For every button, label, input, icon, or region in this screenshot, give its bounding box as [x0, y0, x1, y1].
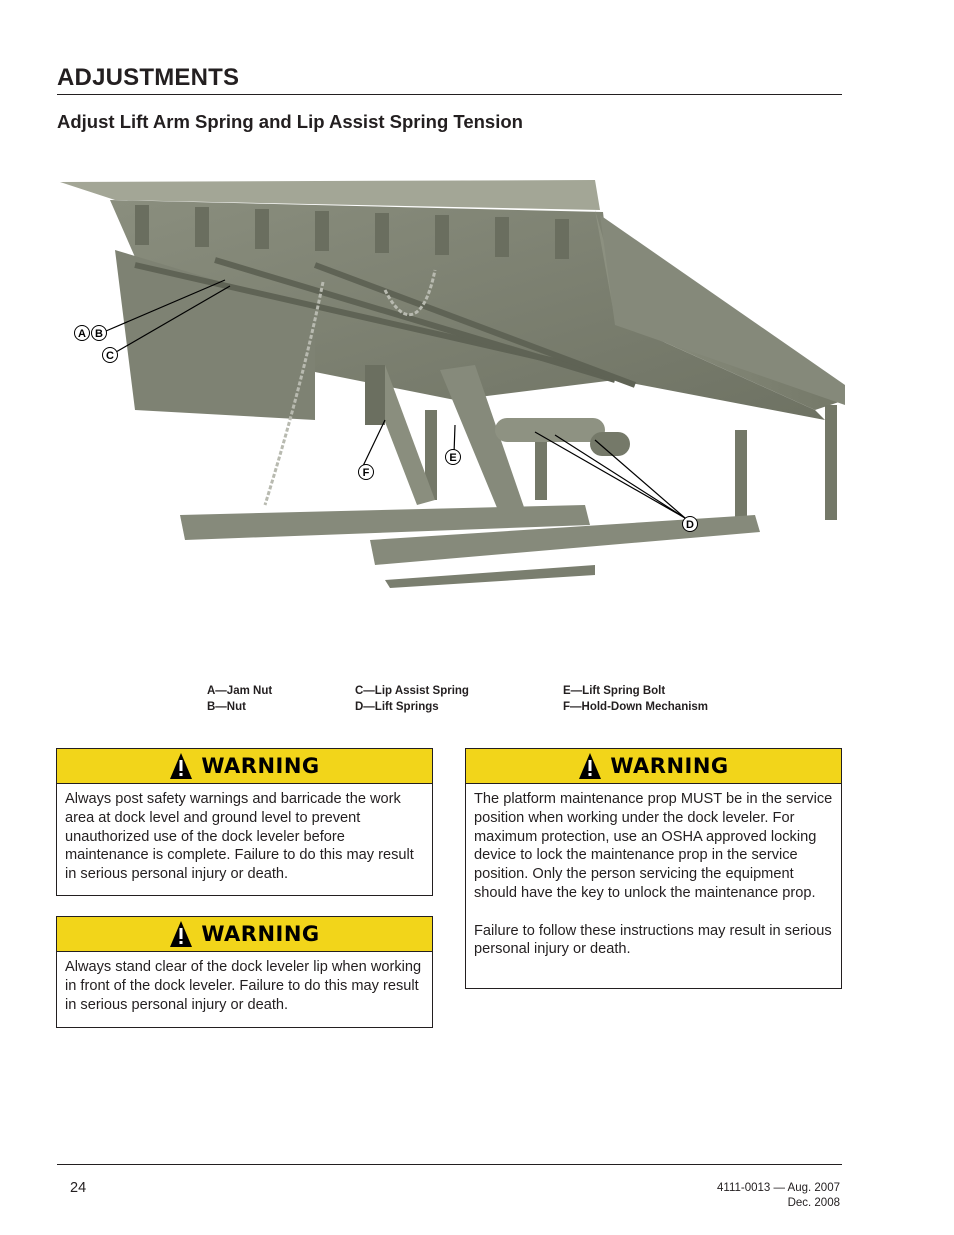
legend-item: E—Lift Spring Bolt [563, 685, 666, 697]
warning-header [57, 917, 432, 952]
callout-d-label: D [686, 519, 694, 531]
warning-triangle-icon [169, 920, 193, 948]
warning-triangle-icon [169, 752, 193, 780]
warning-heading: WARNING [201, 754, 320, 778]
callout-e-label: E [449, 452, 457, 464]
callout-e [446, 450, 461, 465]
callout-c-label: C [106, 350, 114, 362]
callout-d [683, 517, 698, 532]
page-subtitle: Adjust Lift Arm Spring and Lip Assist Spring Tension [57, 111, 523, 132]
warning-triangle-icon [578, 752, 602, 780]
lift-springs [495, 418, 630, 456]
warning-heading: WARNING [201, 922, 320, 946]
warning-text: Always post safety warnings and barricade the work area at dock level and ground level to prevent unauthorized use of the dock leveler before maintenance is complete. Failure to do this may result in serious personal injury or death. [65, 791, 414, 883]
cylinder [365, 365, 385, 425]
footer-rule [57, 1164, 842, 1165]
legend-column-1 [207, 684, 272, 715]
warning-box-maintenance-prop [465, 748, 842, 989]
warning-header [57, 749, 432, 784]
legend-item: F—Hold-Down Mechanism [563, 700, 709, 713]
callout-b [92, 326, 107, 341]
document-number: 4111-0013 — Aug. 2007 [717, 1182, 840, 1194]
callout-b-label: B [95, 328, 103, 340]
warning-text: Always stand clear of the dock leveler lip when working in front of the dock leveler. Failure to do this may result in serious personal injury or death. [65, 959, 422, 1013]
callout-a-label: A [78, 328, 86, 340]
legend-column-2 [355, 684, 469, 715]
revision-date: Dec. 2008 [787, 1197, 840, 1209]
document-info [717, 1181, 840, 1211]
warning-box-barricade [56, 748, 433, 896]
warning-header [466, 749, 841, 784]
warning-text: The platform maintenance prop MUST be in the service position when working under the dock leveler. For maximum protection, use an OSHA approved locking device to lock the maintenance prop in the service position. Only the person servicing the equipment should have the key to unlock the maintenance prop. Failure to follow these instructions may result in serious personal injury or death. [474, 791, 833, 958]
callout-f [359, 465, 374, 480]
callout-a [75, 326, 90, 341]
warning-heading: WARNING [610, 754, 729, 778]
callout-c [103, 348, 118, 363]
legend-item: B—Nut [207, 700, 246, 713]
legend-column-3 [563, 684, 708, 715]
warning-box-lip [56, 916, 433, 1028]
callout-f-label: F [362, 467, 370, 479]
legend-item: C—Lip Assist Spring [355, 685, 469, 697]
page-number: 24 [70, 1180, 87, 1196]
section-title: ADJUSTMENTS [57, 64, 842, 95]
legend-item: D—Lift Springs [355, 700, 439, 713]
legend-item: A—Jam Nut [207, 685, 273, 697]
dock-leveler-illustration [55, 170, 855, 590]
base-rail [385, 565, 595, 588]
